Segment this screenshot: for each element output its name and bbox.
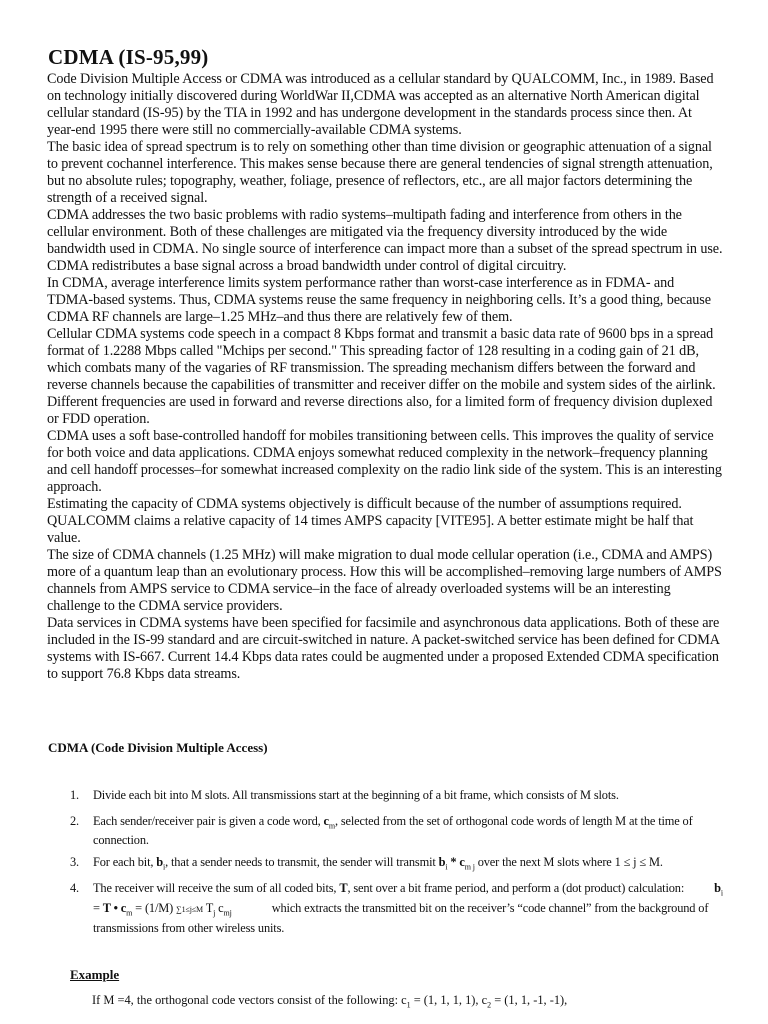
paragraph: The size of CDMA channels (1.25 MHz) will make migration to dual mode cellular operation (i.e., CDMA and AMPS) more of a quantum leap than an evolutionary process. How this will be accomplished–removing large numbers of AMPS channels from AMPS service to CDMA service–in the face of already overloaded systems will be an interesting challenge to the CDMA service providers. — [47, 547, 722, 614]
code-vector-value: = (1, 1, 1, 1), — [410, 993, 482, 1007]
paragraph: CDMA uses a soft base-controlled handoff for mobiles transitioning between cells. This improves the quality of service for both voice and data applications. CDMA enjoys somewhat reduced complexity in the network–frequency planning and cell handoff processes–for somewhat increased complexity on the radio link side of the system. This is an interesting approach. — [47, 428, 722, 495]
list-number: 1. — [70, 788, 79, 802]
body-text — [47, 71, 723, 683]
paragraph: In CDMA, average interference limits system performance rather than worst-case interference as in FDMA- and TDMA-based systems. Thus, CDMA systems reuse the same frequency in neighboring cells. It’s a good thing, because CDMA RF channels are large–1.25 MHz–and thus there are relatively few of them. — [47, 275, 711, 325]
paragraph: Estimating the capacity of CDMA systems objectively is difficult because of the number of assumptions required. QUALCOMM claims a relative capacity of 14 times AMPS capacity [VITE95]. A better estimate might be half that value. — [47, 496, 694, 546]
step-text: which extracts the transmitted bit on the receiver’s “code channel” from the background of transmissions from other wireless units. — [93, 900, 709, 935]
list-item — [70, 855, 730, 875]
step-text: Divide each bit into M slots. All transmissions start at the beginning of a bit frame, which consists of M slots. — [93, 788, 619, 802]
example-heading: Example — [70, 967, 120, 982]
paragraph: Cellular CDMA systems code speech in a compact 8 Kbps format and transmit a basic data rate of 9600 bps in a spread format of 1.2288 Mbps called "Mchips per second." This spreading factor of 128 resulting in a coding gain of 21 dB, which combats many of the vagaries of RF transmission. The spreading mechanism differs between the forward and reverse channels because the capabilities of transmitter and receiver differ on the mobile and system sides of the airlink. Different frequencies are used in forward and reverse directions also, for a limited form of frequency division duplexed or FDD operation. — [47, 326, 716, 427]
code-vector-symbol: c — [401, 993, 407, 1007]
bit-symbol: b — [156, 854, 164, 869]
example-text — [92, 992, 732, 1013]
formula-dot-operator: • — [110, 900, 121, 915]
step-text: The receiver will receive the sum of all coded bits, — [93, 880, 340, 895]
formula-sum-symbol: T — [102, 900, 111, 915]
code-word-symbol: c — [323, 813, 329, 828]
multiply-operator: * — [447, 854, 460, 869]
list-item — [70, 814, 730, 849]
list-item — [70, 881, 730, 936]
paragraph: Data services in CDMA systems have been specified for facsimile and asynchronous data applications. Both of these are included in the IS-99 standard and are circuit-switched in nature. A packet-switched service has been defined for CDMA systems with IS-667. Current 14.4 Kbps data rates could be augmented under a proposed Extended CDMA specification to support 76.8 Kbps data streams. — [47, 615, 720, 682]
formula-equals: = — [93, 900, 103, 915]
step-text: , that a sender needs to transmit, the sender will transmit — [165, 854, 439, 869]
formula-rhs: = (1/M) — [132, 900, 177, 915]
section-heading: CDMA (Code Division Multiple Access) — [48, 740, 268, 755]
code-vector-symbol: c — [481, 993, 488, 1007]
formula-bit-subscript: i — [720, 888, 723, 898]
list-number: 4. — [70, 880, 79, 895]
formula-code-symbol: c — [120, 900, 127, 915]
step-text: over the next M slots where 1 ≤ j ≤ M. — [474, 854, 663, 869]
list-number: 2. — [70, 813, 79, 828]
list-number: 3. — [70, 854, 79, 869]
code-vector-subscript: 2 — [487, 1000, 492, 1010]
paragraph: CDMA addresses the two basic problems with radio systems–multipath fading and interference from others in the cellular environment. Both of these challenges are mitigated via the frequency diversity introduced by the wide bandwidth used in CDMA. No single source of interference can impact more than a subset of the spread spectrum in use. CDMA redistributes a base signal across a broad bandwidth under control of digital circuitry. — [47, 207, 723, 274]
step-text: , selected from the set of orthogonal code words of length M at the time of connection. — [93, 813, 693, 848]
page-title: CDMA (IS-95,99) — [48, 45, 209, 69]
list-item — [70, 788, 730, 804]
bit-subscript: i — [163, 862, 166, 872]
code-vector-subscript: 1 — [406, 1000, 411, 1010]
steps-list — [70, 788, 730, 943]
code-word-symbol: c — [459, 854, 465, 869]
code-word-subscript: m — [328, 820, 335, 830]
paragraph: The basic idea of spread spectrum is to rely on something other than time division or geographic attenuation of a signal to prevent cochannel interference. This makes sense because there are general tendencies of signal strength attenuation, but no absolute rules; topography, weather, foliage, presence of reflectors, etc., are all major factors determining the strength of a received signal. — [47, 139, 713, 206]
step-text: Each sender/receiver pair is given a code word, — [93, 813, 324, 828]
formula-term: T — [202, 900, 214, 915]
formula-term-subscript: j — [213, 908, 216, 918]
paragraph: Code Division Multiple Access or CDMA was introduced as a cellular standard by QUALCOMM, Inc., in 1989. Based on technology initially discovered during WorldWar II,CDMA was accepted as an alternative North American digital cellular standard (IS-95) by the TIA in 1992 and has undergone development in the standards process since then. At year-end 1995 there were still no commercially-available CDMA systems. — [47, 71, 714, 138]
formula-term-subscript: mj — [223, 908, 232, 918]
bit-symbol: b — [438, 854, 446, 869]
code-word-subscript: m j — [464, 862, 475, 872]
step-text: , sent over a bit frame period, and perform a (dot product) calculation: — [347, 880, 685, 895]
example-sentence: If M =4, the orthogonal code vectors consist of the following: — [92, 993, 402, 1007]
step-text: For each bit, — [93, 854, 157, 869]
code-vector-value: = (1, 1, -1, -1), — [491, 993, 568, 1007]
bit-subscript: i — [445, 862, 448, 872]
formula-term: c — [215, 900, 224, 915]
formula-summation: ∑1≤j≤M — [176, 904, 203, 914]
sum-symbol: T — [339, 880, 348, 895]
formula-code-subscript: m — [126, 908, 133, 918]
formula-bit: b — [714, 880, 721, 895]
